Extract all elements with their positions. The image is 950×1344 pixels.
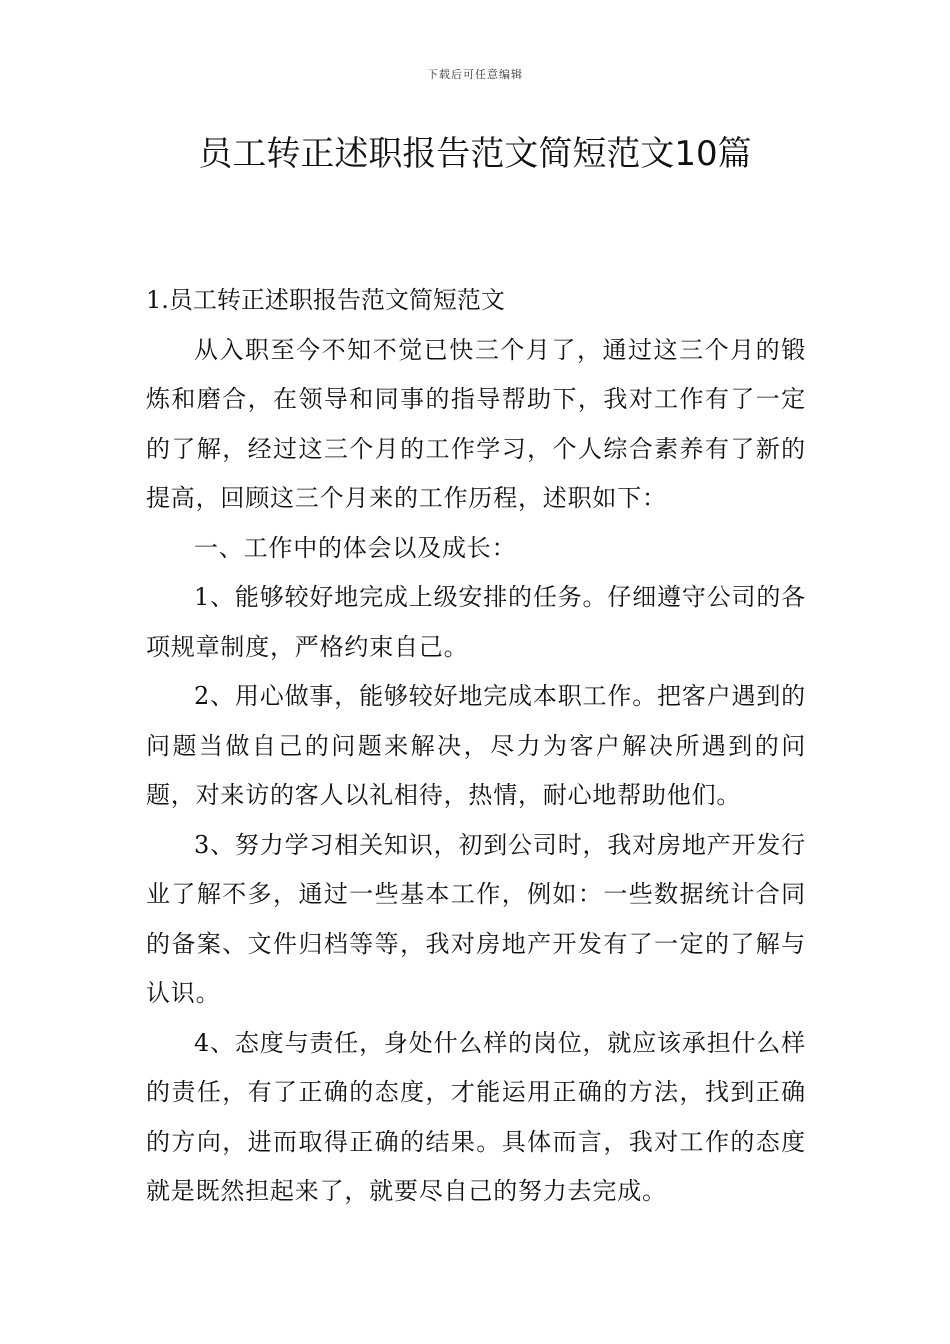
- paragraph-point-1: 1、能够较好地完成上级安排的任务。仔细遵守公司的各项规章制度，严格约束自己。: [146, 583, 806, 661]
- section-heading: 1.员工转正述职报告范文简短范文: [146, 286, 505, 314]
- paragraph-intro: 从入职至今不知不觉已快三个月了，通过这三个月的锻炼和磨合，在领导和同事的指导帮助下，我对工作有了一定的了解，经过这三个月的工作学习，个人综合素养有了新的提高，回顾这三个月来的工作历程，述职如下：: [146, 335, 806, 512]
- paragraph-point-2: 2、用心做事，能够较好地完成本职工作。把客户遇到的问题当做自己的问题来解决，尽力为客户解决所遇到的问题，对来访的客人以礼相待，热情，耐心地帮助他们。: [146, 682, 806, 809]
- header-note: 下载后可任意编辑: [427, 68, 523, 81]
- document-title: 员工转正述职报告范文简短范文10篇: [198, 134, 752, 174]
- paragraph-point-3: 3、努力学习相关知识，初到公司时，我对房地产开发行业了解不多，通过一些基本工作，例如：一些数据统计合同的备案、文件归档等等，我对房地产开发有了一定的了解与认识。: [146, 830, 806, 1007]
- paragraph-subheading: 一、工作中的体会以及成长：: [194, 533, 517, 562]
- paragraph-point-4: 4、态度与责任，身处什么样的岗位，就应该承担什么样的责任，有了正确的态度，才能运用正确的方法，找到正确的方向，进而取得正确的结果。具体而言，我对工作的态度就是既然担起来了，就要尽自己的努力去完成。: [146, 1028, 806, 1205]
- document-body: [146, 276, 806, 1217]
